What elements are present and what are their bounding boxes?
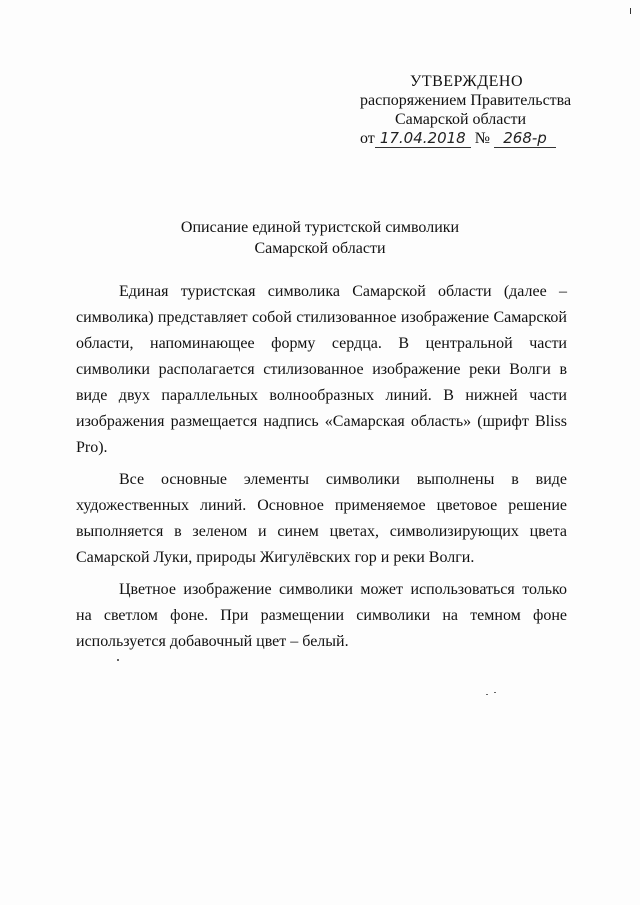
paragraph-2: Все основные элементы символики выполнены в виде художественных линий. Основное применяемое цветовое решение выполняется в зеленом и синем цветах, символизирующих цвета Самарской Луки, природы Жигулёвских гор и реки Волги.	[76, 471, 567, 566]
document-title	[0, 217, 640, 259]
paragraph-1: Единая туристская символика Самарской области (далее – символика) представляет собой стилизованное изображение Самарской области, напоминающее форму сердца. В центральной части символики располагается стилизованное изображение реки Волги в виде двух параллельных волнообразных линий. В нижней части изображения размещается надпись «Самарская область» (шрифт Bliss Pro).	[76, 283, 567, 456]
number-field	[494, 130, 556, 148]
scan-speck	[117, 659, 119, 661]
title-line-2: Самарской области	[254, 240, 386, 257]
scan-speck	[486, 694, 488, 695]
approval-heading: УТВЕРЖДЕНО	[410, 73, 524, 90]
date-field	[375, 130, 471, 148]
approval-stamp	[300, 72, 600, 148]
number-sign: №	[474, 130, 491, 147]
approval-date-number	[300, 129, 600, 148]
handwritten-date: 17.04.2018	[379, 129, 466, 147]
scan-speck	[494, 692, 496, 693]
approval-issuer: распоряжением Правительства	[360, 92, 572, 109]
handwritten-number: 268-р	[503, 129, 547, 147]
scan-speck	[630, 8, 631, 14]
approval-region: Самарской области	[395, 111, 526, 128]
title-line-1: Описание единой туристской символики	[180, 219, 460, 236]
document-body	[76, 279, 567, 661]
date-prefix: от	[360, 130, 375, 147]
paragraph-3: Цветное изображение символики может использоваться только на светлом фоне. При размещении символики на темном фоне используется добавочный цвет – белый.	[76, 581, 567, 650]
